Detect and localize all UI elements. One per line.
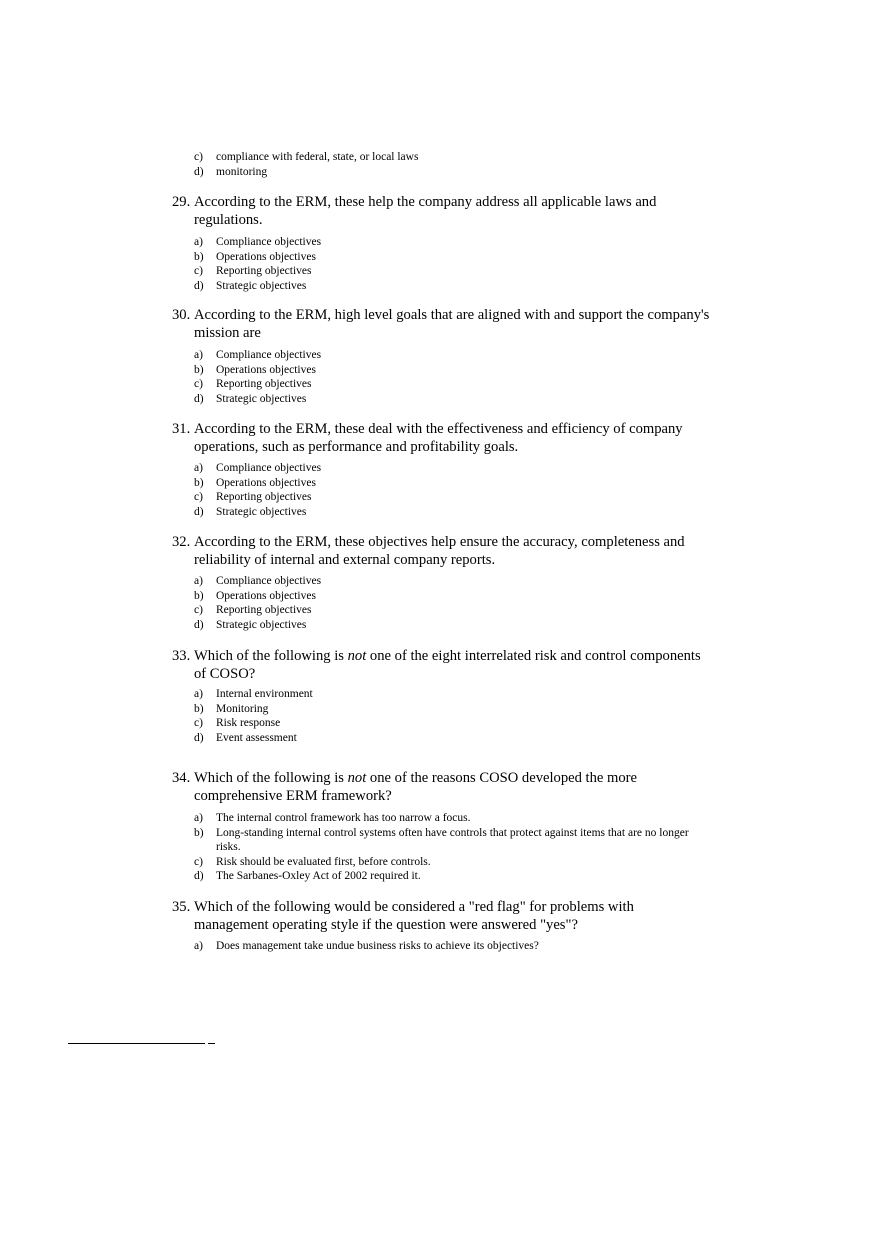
- option-item: [194, 618, 714, 633]
- option-item: [194, 702, 714, 717]
- option-letter: a): [194, 940, 203, 952]
- option-letter: a): [194, 462, 203, 474]
- option-letter: b): [194, 250, 204, 263]
- option-item: [194, 574, 714, 589]
- question-32: [172, 533, 712, 568]
- option-item: [194, 731, 714, 746]
- question-text: According to the ERM, these deal with the effectiveness and efficiency of company operations, such as performance and profitability goals.: [194, 421, 683, 455]
- continued-options: [194, 150, 714, 179]
- option-letter: d): [194, 618, 204, 631]
- option-letter: d): [194, 731, 204, 744]
- question-number: 34.: [172, 770, 191, 786]
- option-item: [194, 461, 714, 476]
- question-text: According to the ERM, high level goals that are aligned with and support the company's mission are: [194, 307, 710, 341]
- question-text: [194, 647, 712, 683]
- option-item: [194, 687, 714, 702]
- option-item: [194, 855, 699, 870]
- question-33: [172, 647, 712, 682]
- option-text: Compliance objectives: [216, 236, 322, 248]
- option-text: Reporting objectives: [216, 491, 312, 503]
- option-letter: b): [194, 589, 204, 602]
- option-letter: a): [194, 236, 203, 248]
- question-29-options: [194, 235, 714, 293]
- question-number: 29.: [172, 194, 191, 210]
- option-letter: d): [194, 279, 204, 292]
- option-letter: d): [194, 165, 204, 178]
- question-31: [172, 420, 712, 455]
- option-text: Internal environment: [216, 688, 313, 700]
- option-item: [194, 505, 714, 520]
- option-item: [194, 869, 699, 884]
- question-text-part: one of the reasons COSO developed the more comprehensive ERM framework?: [194, 770, 638, 804]
- option-letter: c): [194, 717, 203, 729]
- option-item: [194, 279, 714, 294]
- option-item: [194, 235, 714, 250]
- option-text: The internal control framework has too narrow a focus.: [216, 812, 471, 824]
- option-letter: b): [194, 363, 204, 376]
- option-text: Strategic objectives: [216, 392, 307, 405]
- option-text: Strategic objectives: [216, 505, 307, 518]
- option-letter: c): [194, 855, 203, 868]
- option-item: [194, 250, 714, 265]
- option-letter: c): [194, 378, 203, 390]
- option-letter: d): [194, 392, 204, 405]
- question-32-options: [194, 574, 714, 632]
- option-letter: a): [194, 575, 203, 587]
- option-text: Risk should be evaluated first, before controls.: [216, 855, 431, 868]
- question-emphasis: not: [347, 648, 367, 664]
- option-letter: a): [194, 812, 203, 824]
- option-letter: c): [194, 491, 203, 503]
- option-text: Strategic objectives: [216, 279, 307, 292]
- question-35-options: [194, 939, 714, 954]
- option-letter: a): [194, 688, 203, 700]
- option-text: Event assessment: [216, 731, 297, 744]
- option-text: Operations objectives: [216, 476, 316, 489]
- footnote-divider-mark: [208, 1043, 215, 1044]
- option-item: [194, 363, 714, 378]
- option-text: Operations objectives: [216, 250, 316, 263]
- option-text: Operations objectives: [216, 589, 316, 602]
- question-number: 30.: [172, 307, 191, 323]
- option-text: Strategic objectives: [216, 618, 307, 631]
- option-text: compliance with federal, state, or local laws: [216, 151, 419, 163]
- option-letter: b): [194, 476, 204, 489]
- option-text: Reporting objectives: [216, 604, 312, 616]
- question-33-options: [194, 687, 714, 745]
- option-item: [194, 264, 714, 279]
- question-text: Which of the following would be considered a "red flag" for problems with management operating style if the question were answered "yes"?: [194, 899, 634, 933]
- question-30: [172, 306, 712, 341]
- option-item: [194, 150, 714, 165]
- question-emphasis: not: [347, 770, 367, 786]
- option-item: [194, 476, 714, 491]
- question-text: [194, 769, 712, 805]
- question-text: According to the ERM, these help the company address all applicable laws and regulations.: [194, 194, 657, 228]
- option-text: Monitoring: [216, 702, 269, 715]
- option-text: Compliance objectives: [216, 462, 322, 474]
- question-number: 35.: [172, 899, 191, 915]
- question-number: 32.: [172, 534, 191, 550]
- option-text: Does management take undue business risks to achieve its objectives?: [216, 940, 539, 952]
- option-item: [194, 826, 699, 855]
- question-29: [172, 193, 712, 228]
- option-letter: b): [194, 702, 204, 715]
- question-text-part: Which of the following is: [194, 770, 348, 786]
- option-letter: d): [194, 870, 204, 882]
- option-item: [194, 348, 714, 363]
- option-text: Risk response: [216, 717, 281, 729]
- option-item: [194, 490, 714, 505]
- question-31-options: [194, 461, 714, 519]
- option-item: [194, 165, 714, 180]
- option-letter: b): [194, 826, 204, 839]
- option-item: [194, 392, 714, 407]
- question-30-options: [194, 348, 714, 406]
- option-text: Compliance objectives: [216, 575, 322, 587]
- option-letter: c): [194, 151, 203, 163]
- option-item: [194, 939, 714, 954]
- question-34: [172, 769, 712, 804]
- question-text-part: Which of the following is: [194, 648, 348, 664]
- option-item: [194, 603, 714, 618]
- option-item: [194, 716, 714, 731]
- option-letter: a): [194, 349, 203, 361]
- question-text: According to the ERM, these objectives help ensure the accuracy, completeness and reliability of internal and external company reports.: [194, 534, 685, 568]
- footnote-divider: [68, 1043, 205, 1044]
- option-text: The Sarbanes-Oxley Act of 2002 required it.: [216, 870, 421, 882]
- option-item: [194, 811, 699, 826]
- question-text-part: one of the eight interrelated risk and control components of COSO?: [194, 648, 701, 682]
- option-text: Operations objectives: [216, 363, 316, 376]
- option-item: [194, 377, 714, 392]
- option-text: Reporting objectives: [216, 265, 312, 277]
- option-text: monitoring: [216, 165, 268, 178]
- option-letter: c): [194, 265, 203, 277]
- option-letter: d): [194, 505, 204, 518]
- option-letter: c): [194, 604, 203, 616]
- option-text: Compliance objectives: [216, 349, 322, 361]
- question-number: 33.: [172, 648, 191, 664]
- option-item: [194, 589, 714, 604]
- option-text: Reporting objectives: [216, 378, 312, 390]
- question-number: 31.: [172, 421, 191, 437]
- question-34-options: [194, 811, 699, 884]
- question-35: [172, 898, 712, 933]
- option-text: Long-standing internal control systems often have controls that protect against items that are no longer risks.: [216, 826, 689, 853]
